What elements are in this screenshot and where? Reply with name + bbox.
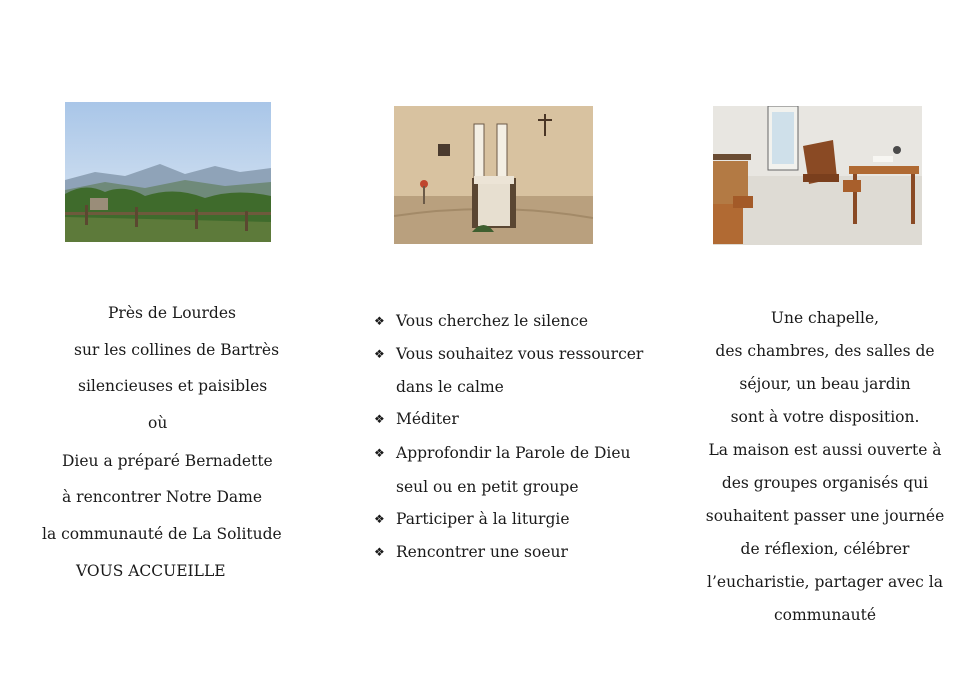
col3-line: Une chapelle, bbox=[770, 309, 880, 327]
col1-line: la communauté de La Solitude bbox=[42, 525, 282, 543]
col3-line: La maison est aussi ouverte à bbox=[708, 441, 942, 459]
list-item: Vous cherchez le silence bbox=[396, 312, 589, 330]
col1-line: sur les collines de Bartrès bbox=[74, 341, 280, 359]
list-item-continuation: seul ou en petit groupe bbox=[396, 478, 579, 496]
diamond-bullet-icon: ❖ bbox=[374, 512, 385, 526]
col3-line: sont à votre disposition. bbox=[730, 408, 920, 426]
col3-line: des groupes organisés qui bbox=[721, 474, 929, 492]
diamond-bullet-icon: ❖ bbox=[374, 545, 385, 559]
col1-line: où bbox=[148, 414, 168, 432]
col3-line: communauté bbox=[774, 606, 876, 624]
col3-line: souhaitent passer une journée bbox=[705, 507, 945, 525]
list-item-continuation: dans le calme bbox=[396, 378, 504, 396]
col1-line: VOUS ACCUEILLE bbox=[76, 562, 226, 580]
diamond-bullet-icon: ❖ bbox=[374, 446, 385, 460]
facilities-column bbox=[690, 0, 970, 693]
diamond-bullet-icon: ❖ bbox=[374, 314, 385, 328]
list-item: Méditer bbox=[396, 410, 459, 428]
col3-line: de réflexion, célébrer bbox=[740, 540, 910, 558]
list-item: Approfondir la Parole de Dieu bbox=[396, 444, 631, 462]
list-item: Participer à la liturgie bbox=[396, 510, 570, 528]
col1-line: silencieuses et paisibles bbox=[78, 377, 268, 395]
offer-list bbox=[374, 0, 674, 693]
diamond-bullet-icon: ❖ bbox=[374, 347, 385, 361]
diamond-bullet-icon: ❖ bbox=[374, 412, 385, 426]
list-item: Vous souhaitez vous ressourcer bbox=[396, 345, 644, 363]
col3-line: des chambres, des salles de bbox=[715, 342, 935, 360]
col3-line: séjour, un beau jardin bbox=[739, 375, 911, 393]
col3-line: l’eucharistie, partager avec la bbox=[707, 573, 943, 591]
list-item: Rencontrer une soeur bbox=[396, 543, 568, 561]
intro-column bbox=[0, 0, 320, 693]
col1-line: Près de Lourdes bbox=[108, 304, 236, 322]
col1-line: à rencontrer Notre Dame bbox=[62, 488, 263, 506]
col1-line: Dieu a préparé Bernadette bbox=[62, 452, 273, 470]
